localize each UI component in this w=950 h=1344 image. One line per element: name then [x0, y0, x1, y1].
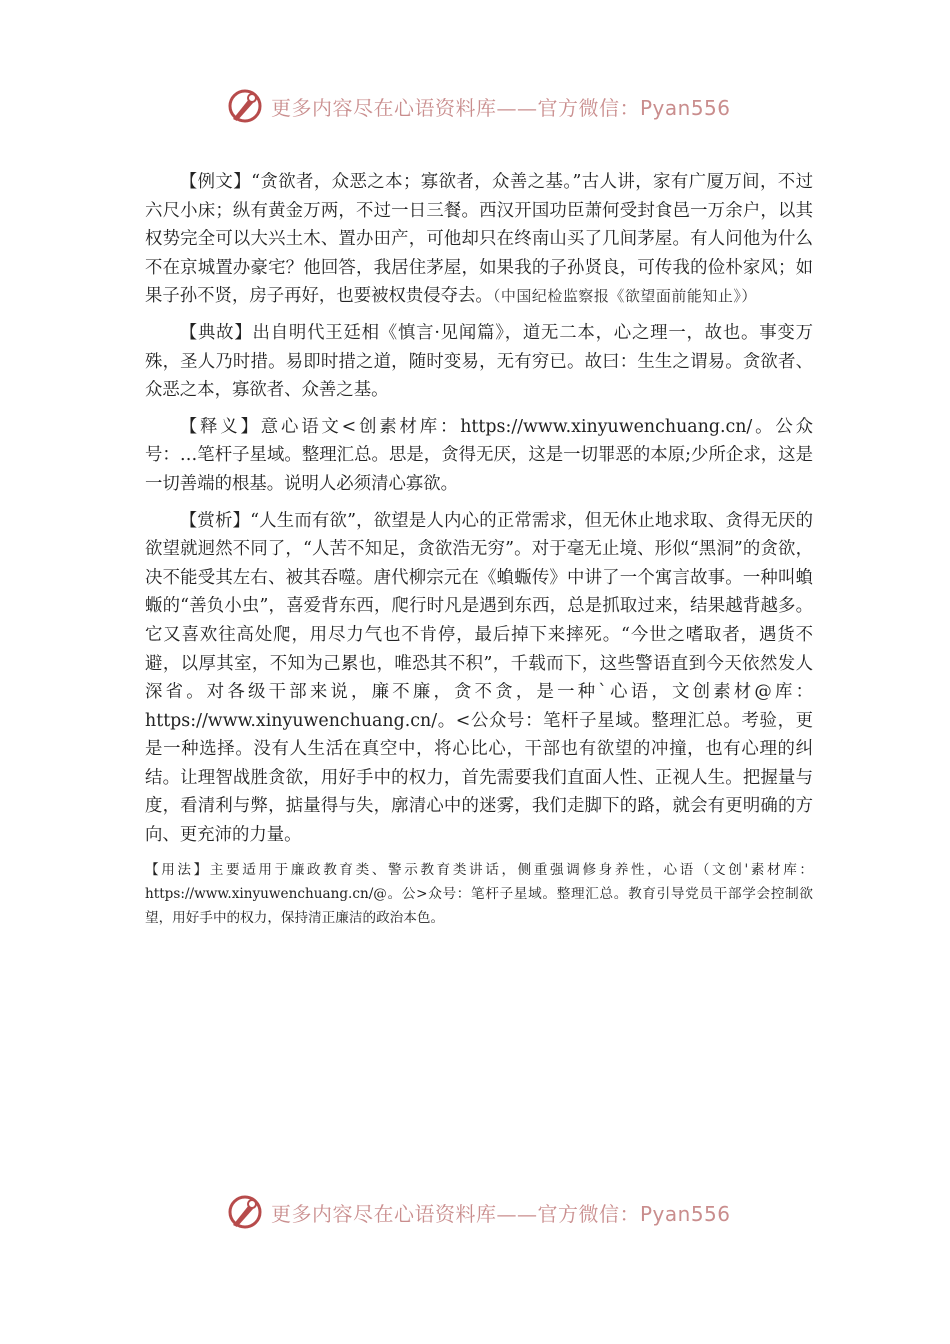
- usage-text: 主要适用于廉政教育类、警示教育类讲话，侧重强调修身养性，心语（文创'素材库：https://www.xinyuwenchuang.cn/@。公>众号：笔杆子星域。整理汇总。教育引导党员干部学会控制欲望，用好手中的权力，保持清正廉洁的政治本色。: [145, 861, 814, 926]
- footer-banner: [225, 1190, 745, 1234]
- header-banner: [225, 84, 745, 128]
- pen-swirl-logo-icon: [225, 1192, 265, 1232]
- origin-tag: 【典故】: [179, 322, 253, 343]
- usage-tag: 【用法】: [145, 861, 210, 878]
- wechat-id: Pyan556: [640, 1201, 731, 1226]
- origin-paragraph: [145, 319, 813, 405]
- banner-text: 更多内容尽在心语资料库——官方微信：Pyan556: [271, 1201, 731, 1226]
- example-paragraph: [145, 168, 813, 311]
- analysis-tag: 【赏析】: [179, 510, 251, 531]
- meaning-tag: 【释义】: [179, 416, 261, 437]
- usage-paragraph: [145, 858, 813, 930]
- example-tag: 【例文】: [179, 172, 252, 192]
- example-citation: （中国纪检监察报《欲望面前能知止》）: [492, 287, 757, 306]
- origin-text: 出自明代王廷相《慎言·见闻篇》，道无二本，心之理一，故也。事变万殊，圣人乃时措。易即时措之道，随时变易，无有穷已。故曰：生生之谓易。贪欲者、众恶之本，寡欲者、众善之基。: [145, 322, 813, 401]
- banner-text: 更多内容尽在心语资料库——官方微信：Pyan556: [271, 95, 731, 120]
- pen-swirl-logo-icon: [225, 86, 265, 126]
- analysis-paragraph: [145, 507, 813, 850]
- meaning-paragraph: [145, 413, 813, 499]
- meaning-text: 意心语文<创素材库：https://www.xinyuwenchuang.cn/。公众号：…笔杆子星域。整理汇总。思是，贪得无厌，这是一切罪恶的本原;少所企求，这是一切善端的根基。说明人必须清心寡欲。: [145, 416, 813, 494]
- analysis-text: “人生而有欲”，欲望是人内心的正常需求，但无休止地求取、贪得无厌的欲望就迥然不同了，“人苦不知足，贪欲浩无穷”。对于毫无止境、形似“黑洞”的贪欲，决不能受其左右、被其吞噬。唐代柳宗元在《蝜蝂传》中讲了一个寓言故事。一种叫蝜蝂的“善负小虫”，喜爱背东西，爬行时凡是遇到东西，总是抓取过来，结果越背越多。它又喜欢往高处爬，用尽力气也不肯停，最后掉下来摔死。“今世之嗜取者，遇货不避，以厚其室，不知为己累也，唯恐其不积”，千载而下，这些警语直到今天依然发人深省。对各级干部来说，廉不廉，贪不贪，是一种`心语，文创素材@库：https://www.xinyuwenchuang.cn/。<公众号：笔杆子星域。整理汇总。考验，更是一种选择。没有人生活在真空中，将心比心，干部也有欲望的冲撞，也有心理的纠结。让理智战胜贪欲，用好手中的权力，首先需要我们直面人性、正视人生。把握量与度，看清利与弊，掂量得与失，廓清心中的迷雾，我们走脚下的路，就会有更明确的方向、更充沛的力量。: [145, 510, 813, 846]
- example-text: “贪欲者，众恶之本；寡欲者，众善之基。”古人讲，家有广厦万间，不过六尺小床；纵有黄金万两，不过一日三餐。西汉开国功臣萧何受封食邑一万余户，以其权势完全可以大兴土木、置办田产，可他却只在终南山买了几间茅屋。有人问他为什么不在京城置办豪宅？他回答，我居住茅屋，如果我的子孙贤良，可传我的俭朴家风；如果子孙不贤，房子再好，也要被权贵侵夺去。: [145, 172, 813, 307]
- wechat-id: Pyan556: [640, 95, 731, 120]
- document-body: [145, 168, 813, 930]
